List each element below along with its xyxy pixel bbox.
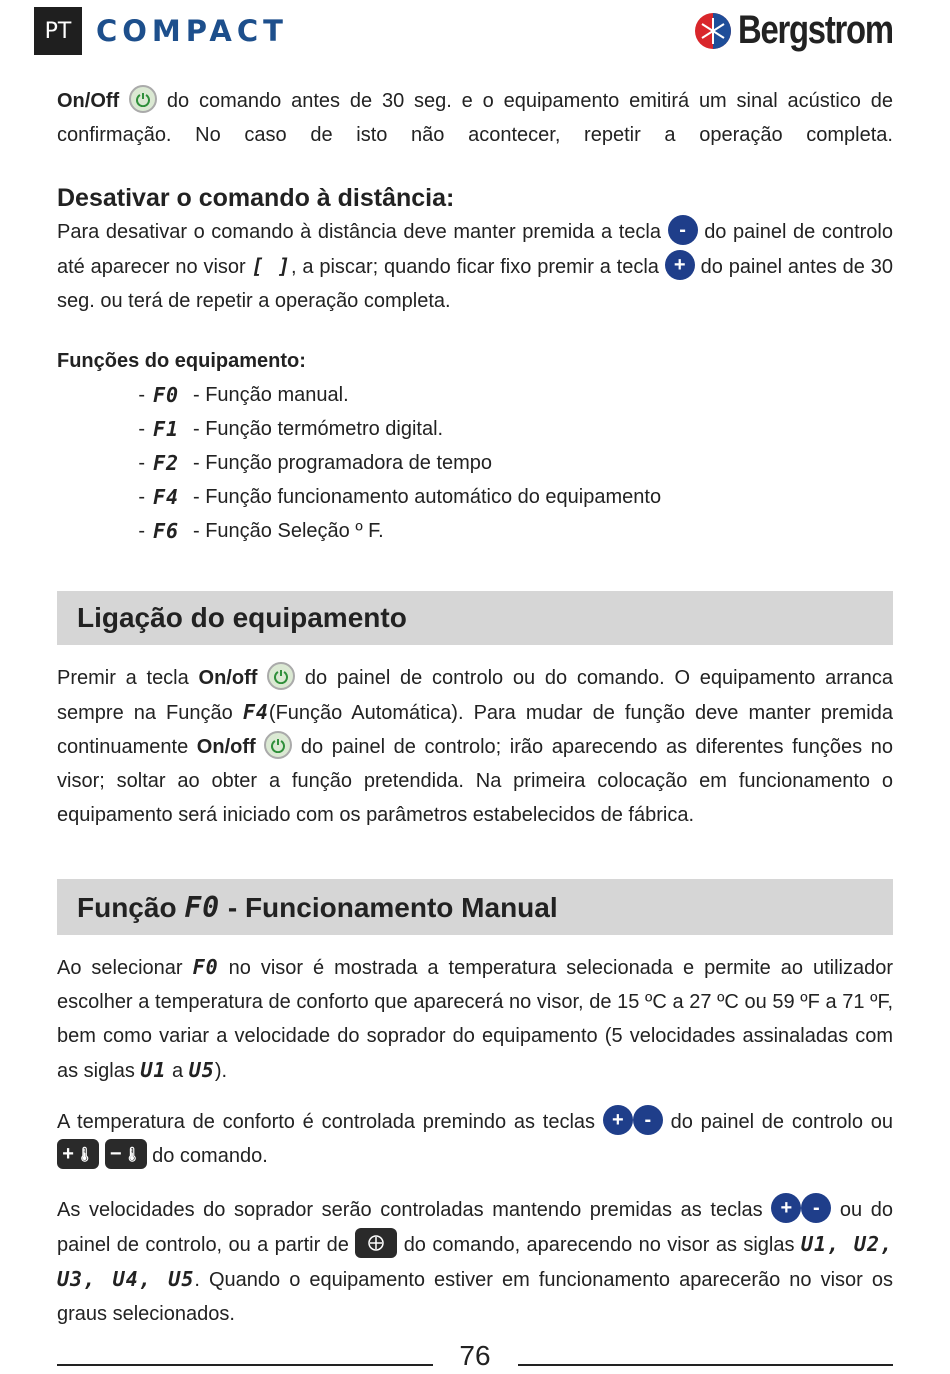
page-number: 76 bbox=[459, 1340, 491, 1371]
functions-list bbox=[57, 378, 893, 548]
manual-title bbox=[77, 891, 558, 924]
function-label: - Função termómetro digital. bbox=[193, 418, 444, 440]
onoff-label: On/Off bbox=[57, 90, 120, 112]
function-code: F4 bbox=[242, 700, 269, 724]
remote-plus-label: + bbox=[62, 1142, 74, 1165]
power-button-icon bbox=[264, 731, 292, 759]
plus-button-icon: + bbox=[603, 1105, 633, 1135]
function-code: F0 bbox=[153, 383, 180, 407]
manual-section-header bbox=[57, 879, 893, 935]
connection-title: Ligação do equipamento bbox=[77, 602, 407, 633]
manual-text: ). bbox=[214, 1060, 228, 1082]
function-code: F6 bbox=[153, 519, 180, 543]
snowflake-sun-icon bbox=[694, 10, 732, 52]
brand-name: Bergstrom bbox=[738, 8, 893, 52]
manual-text: do comando, aparecendo no visor as siglas bbox=[403, 1234, 795, 1256]
function-code: F1 bbox=[153, 417, 180, 441]
remote-minus-thermo-icon: − 🌡 bbox=[105, 1139, 147, 1169]
manual-paragraph-2 bbox=[57, 1105, 893, 1173]
function-label: - Função Seleção º F. bbox=[193, 520, 384, 542]
manual-text: ou do painel de controlo, ou a partir de bbox=[57, 1199, 894, 1256]
remote-plus-thermo-icon: + 🌡 bbox=[57, 1139, 99, 1169]
deactivate-text-3: , a piscar; quando ficar fixo premir a tecla bbox=[290, 256, 659, 278]
manual-text: no visor é mostrada a temperatura selecionada e permite ao utilizador escolher a temperatura de conforto que aparecerá no visor, de 15 ºC a 27 ºC ou 59 ºF a 71 ºF, bem como variar a velocidade do soprador do equipamento (5 velocidades assinaladas com as siglas bbox=[57, 957, 893, 1082]
function-item: - F4 - Função funcionamento automático do equipamento bbox=[57, 480, 893, 514]
minus-button-icon: - bbox=[668, 215, 698, 245]
power-button-icon bbox=[129, 85, 157, 113]
deactivate-text-4: do painel antes de 30 seg. ou terá de repetir a operação completa. bbox=[57, 256, 893, 312]
deactivate-text-1: Para desativar o comando à distância deve manter premida a tecla bbox=[57, 221, 661, 243]
manual-title-post: - Funcionamento Manual bbox=[227, 891, 558, 923]
connection-text-4: do painel de controlo; irão aparecendo as diferentes funções no visor; soltar ao obter a função pretendida. Na primeira colocação em funcionamento o equipamento será iniciado com os parâmetros estabelecidos de fábrica. bbox=[57, 736, 893, 826]
function-label: - Função funcionamento automático do equipamento bbox=[193, 486, 662, 508]
footer-rule-right bbox=[518, 1364, 893, 1366]
minus-button-icon: - bbox=[633, 1105, 663, 1135]
fan-button-icon bbox=[355, 1228, 397, 1258]
footer-rule-left bbox=[57, 1364, 433, 1366]
function-item: - F2 - Função programadora de tempo bbox=[57, 446, 893, 480]
function-item: - F6 - Função Seleção º F. bbox=[57, 514, 893, 548]
function-code: F2 bbox=[153, 451, 180, 475]
manual-paragraph-3 bbox=[57, 1193, 893, 1331]
connection-paragraph bbox=[57, 661, 893, 832]
minus-button-icon: - bbox=[801, 1193, 831, 1223]
visor-bracket-symbol: [ ] bbox=[251, 254, 291, 278]
speed-code: U1 bbox=[140, 1058, 167, 1082]
manual-text: a bbox=[172, 1060, 184, 1082]
intro-text: do comando antes de 30 seg. e o equipamento emitirá um sinal acústico de confirmação. No caso de isto não acontecer, repetir a operação completa. bbox=[57, 90, 893, 146]
manual-text: do painel de controlo ou bbox=[670, 1111, 893, 1133]
connection-text-3: (Função Automática). Para mudar de função deve manter premida continuamente bbox=[57, 702, 893, 758]
power-button-icon bbox=[267, 662, 295, 690]
function-item: - F0 - Função manual. bbox=[57, 378, 893, 412]
functions-section bbox=[57, 344, 893, 548]
brand-logo bbox=[694, 8, 927, 53]
function-item: - F1 - Função termómetro digital. bbox=[57, 412, 893, 446]
function-code: F0 bbox=[192, 955, 219, 979]
onoff-label: On/off bbox=[196, 736, 256, 758]
connection-text-1: Premir a tecla bbox=[57, 667, 189, 689]
onoff-label: On/off bbox=[198, 667, 258, 689]
plus-button-icon: + bbox=[665, 250, 695, 280]
function-code: F0 bbox=[184, 890, 221, 924]
manual-paragraph-1 bbox=[57, 950, 893, 1088]
manual-text: do comando. bbox=[152, 1145, 268, 1167]
manual-text: A temperatura de conforto é controlada premindo as teclas bbox=[57, 1111, 596, 1133]
manual-text: As velocidades do soprador serão controladas mantendo premidas as teclas bbox=[57, 1199, 763, 1221]
function-label: - Função manual. bbox=[193, 384, 349, 406]
manual-text: Ao selecionar bbox=[57, 957, 183, 979]
speed-code: U5 bbox=[188, 1058, 215, 1082]
product-name: COMPACT bbox=[96, 14, 288, 48]
connection-text-2: do painel de controlo ou do comando. O equipamento arranca sempre na Função bbox=[57, 667, 893, 724]
functions-title: Funções do equipamento: bbox=[57, 350, 306, 372]
remote-minus-label: − bbox=[109, 1142, 122, 1165]
function-label: - Função programadora de tempo bbox=[193, 452, 493, 474]
function-code: F4 bbox=[153, 485, 180, 509]
language-badge: PT bbox=[34, 7, 82, 55]
plus-button-icon: + bbox=[771, 1193, 801, 1223]
connection-section-header bbox=[57, 591, 893, 645]
speed-codes-list: U1, U2, U3, U4, U5 bbox=[57, 1232, 894, 1291]
intro-paragraph bbox=[57, 84, 893, 152]
manual-title-pre: Função bbox=[77, 891, 177, 923]
deactivate-title: Desativar o comando à distância: bbox=[57, 184, 455, 212]
manual-text: . Quando o equipamento estiver em funcionamento aparecerão no visor os graus selecionados. bbox=[57, 1269, 893, 1325]
deactivate-section bbox=[57, 184, 893, 318]
deactivate-text-2: do painel de controlo até aparecer no visor bbox=[57, 221, 893, 278]
